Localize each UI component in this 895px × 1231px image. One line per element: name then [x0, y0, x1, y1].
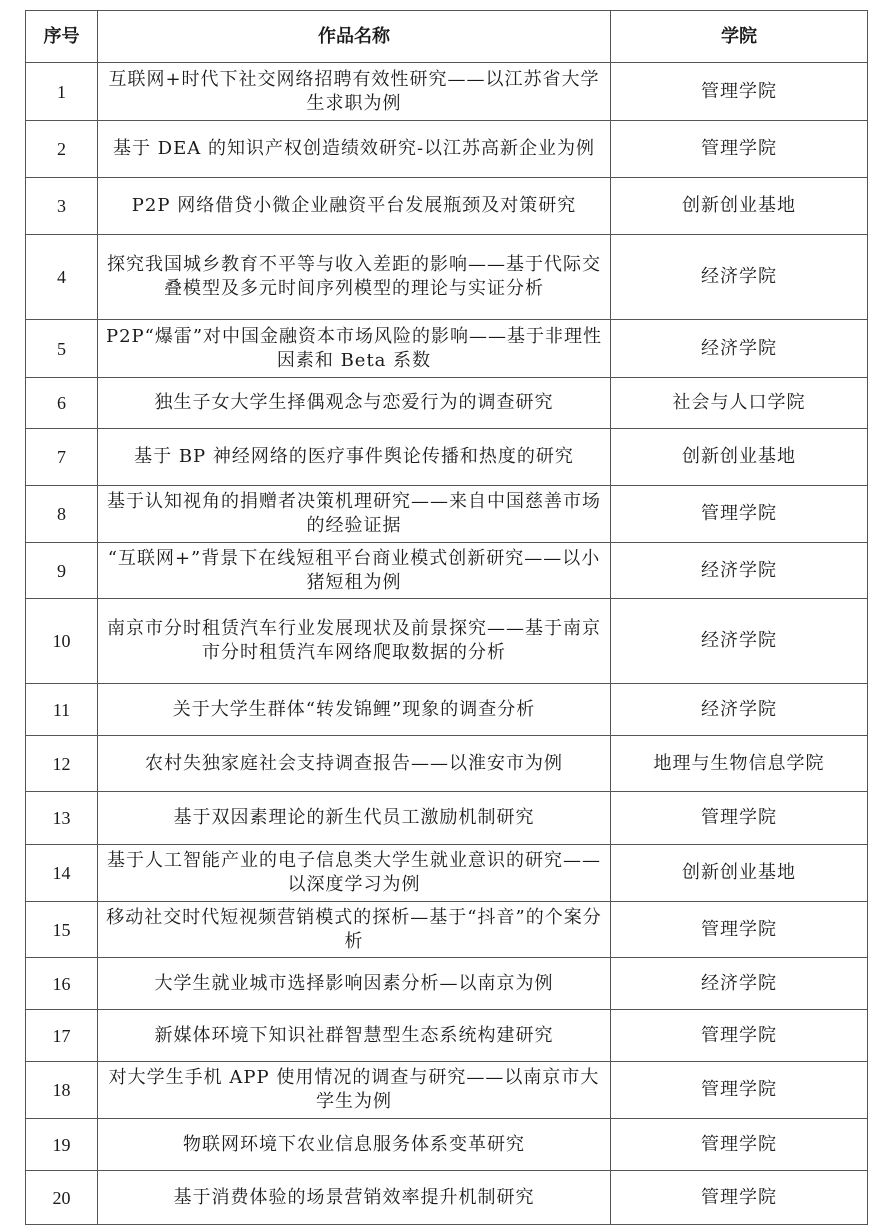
row-number: 12 — [26, 736, 98, 792]
college-name: 管理学院 — [611, 902, 868, 958]
work-title: 物联网环境下农业信息服务体系变革研究 — [98, 1119, 611, 1171]
work-title: 互联网+时代下社交网络招聘有效性研究——以江苏省大学生求职为例 — [98, 63, 611, 121]
college-name: 经济学院 — [611, 958, 868, 1010]
row-number: 5 — [26, 320, 98, 378]
table-row — [26, 736, 868, 792]
table-row — [26, 235, 868, 320]
row-number: 1 — [26, 63, 98, 121]
table-row — [26, 792, 868, 845]
college-name: 创新创业基地 — [611, 178, 868, 235]
row-number: 11 — [26, 684, 98, 736]
table-row — [26, 178, 868, 235]
college-name: 管理学院 — [611, 63, 868, 121]
college-name: 管理学院 — [611, 1119, 868, 1171]
header-college: 学院 — [611, 11, 868, 63]
work-title: P2P“爆雷”对中国金融资本市场风险的影响——基于非理性因素和 Beta 系数 — [98, 320, 611, 378]
college-name: 管理学院 — [611, 1171, 868, 1225]
row-number: 7 — [26, 429, 98, 486]
work-title: 南京市分时租赁汽车行业发展现状及前景探究——基于南京市分时租赁汽车网络爬取数据的分析 — [98, 599, 611, 684]
work-title: 基于 BP 神经网络的医疗事件舆论传播和热度的研究 — [98, 429, 611, 486]
college-name: 管理学院 — [611, 792, 868, 845]
work-title: 基于消费体验的场景营销效率提升机制研究 — [98, 1171, 611, 1225]
table-row — [26, 1119, 868, 1171]
work-title: 大学生就业城市选择影响因素分析—以南京为例 — [98, 958, 611, 1010]
table-row — [26, 958, 868, 1010]
college-name: 管理学院 — [611, 1062, 868, 1119]
header-no: 序号 — [26, 11, 98, 63]
college-name: 经济学院 — [611, 543, 868, 599]
row-number: 14 — [26, 845, 98, 902]
college-name: 创新创业基地 — [611, 845, 868, 902]
college-name: 经济学院 — [611, 320, 868, 378]
row-number: 15 — [26, 902, 98, 958]
work-title: 基于双因素理论的新生代员工激励机制研究 — [98, 792, 611, 845]
row-number: 9 — [26, 543, 98, 599]
college-name: 管理学院 — [611, 121, 868, 178]
table-row — [26, 684, 868, 736]
college-name: 管理学院 — [611, 486, 868, 543]
table-row — [26, 543, 868, 599]
table-row — [26, 320, 868, 378]
work-title: 农村失独家庭社会支持调查报告——以淮安市为例 — [98, 736, 611, 792]
table-row — [26, 378, 868, 429]
work-title: 关于大学生群体“转发锦鲤”现象的调查分析 — [98, 684, 611, 736]
work-title: 基于人工智能产业的电子信息类大学生就业意识的研究——以深度学习为例 — [98, 845, 611, 902]
work-title: 独生子女大学生择偶观念与恋爱行为的调查研究 — [98, 378, 611, 429]
college-name: 经济学院 — [611, 599, 868, 684]
works-table — [25, 10, 868, 1225]
row-number: 4 — [26, 235, 98, 320]
college-name: 创新创业基地 — [611, 429, 868, 486]
row-number: 17 — [26, 1010, 98, 1062]
row-number: 18 — [26, 1062, 98, 1119]
work-title: 对大学生手机 APP 使用情况的调查与研究——以南京市大学生为例 — [98, 1062, 611, 1119]
row-number: 3 — [26, 178, 98, 235]
table-row — [26, 429, 868, 486]
row-number: 2 — [26, 121, 98, 178]
row-number: 16 — [26, 958, 98, 1010]
row-number: 8 — [26, 486, 98, 543]
table-row — [26, 1010, 868, 1062]
row-number: 13 — [26, 792, 98, 845]
college-name: 管理学院 — [611, 1010, 868, 1062]
table-row — [26, 1062, 868, 1119]
work-title: 基于 DEA 的知识产权创造绩效研究-以江苏高新企业为例 — [98, 121, 611, 178]
work-title: 移动社交时代短视频营销模式的探析—基于“抖音”的个案分析 — [98, 902, 611, 958]
row-number: 6 — [26, 378, 98, 429]
table-row — [26, 902, 868, 958]
college-name: 经济学院 — [611, 684, 868, 736]
table-row — [26, 599, 868, 684]
work-title: P2P 网络借贷小微企业融资平台发展瓶颈及对策研究 — [98, 178, 611, 235]
work-title: 新媒体环境下知识社群智慧型生态系统构建研究 — [98, 1010, 611, 1062]
row-number: 10 — [26, 599, 98, 684]
college-name: 经济学院 — [611, 235, 868, 320]
table-row — [26, 63, 868, 121]
header-row — [26, 11, 868, 63]
header-title: 作品名称 — [98, 11, 611, 63]
work-title: “互联网+”背景下在线短租平台商业模式创新研究——以小猪短租为例 — [98, 543, 611, 599]
row-number: 20 — [26, 1171, 98, 1225]
work-title: 基于认知视角的捐赠者决策机理研究——来自中国慈善市场的经验证据 — [98, 486, 611, 543]
college-name: 地理与生物信息学院 — [611, 736, 868, 792]
table-row — [26, 121, 868, 178]
row-number: 19 — [26, 1119, 98, 1171]
work-title: 探究我国城乡教育不平等与收入差距的影响——基于代际交叠模型及多元时间序列模型的理论与实证分析 — [98, 235, 611, 320]
table-row — [26, 1171, 868, 1225]
table-row — [26, 486, 868, 543]
college-name: 社会与人口学院 — [611, 378, 868, 429]
table-row — [26, 845, 868, 902]
